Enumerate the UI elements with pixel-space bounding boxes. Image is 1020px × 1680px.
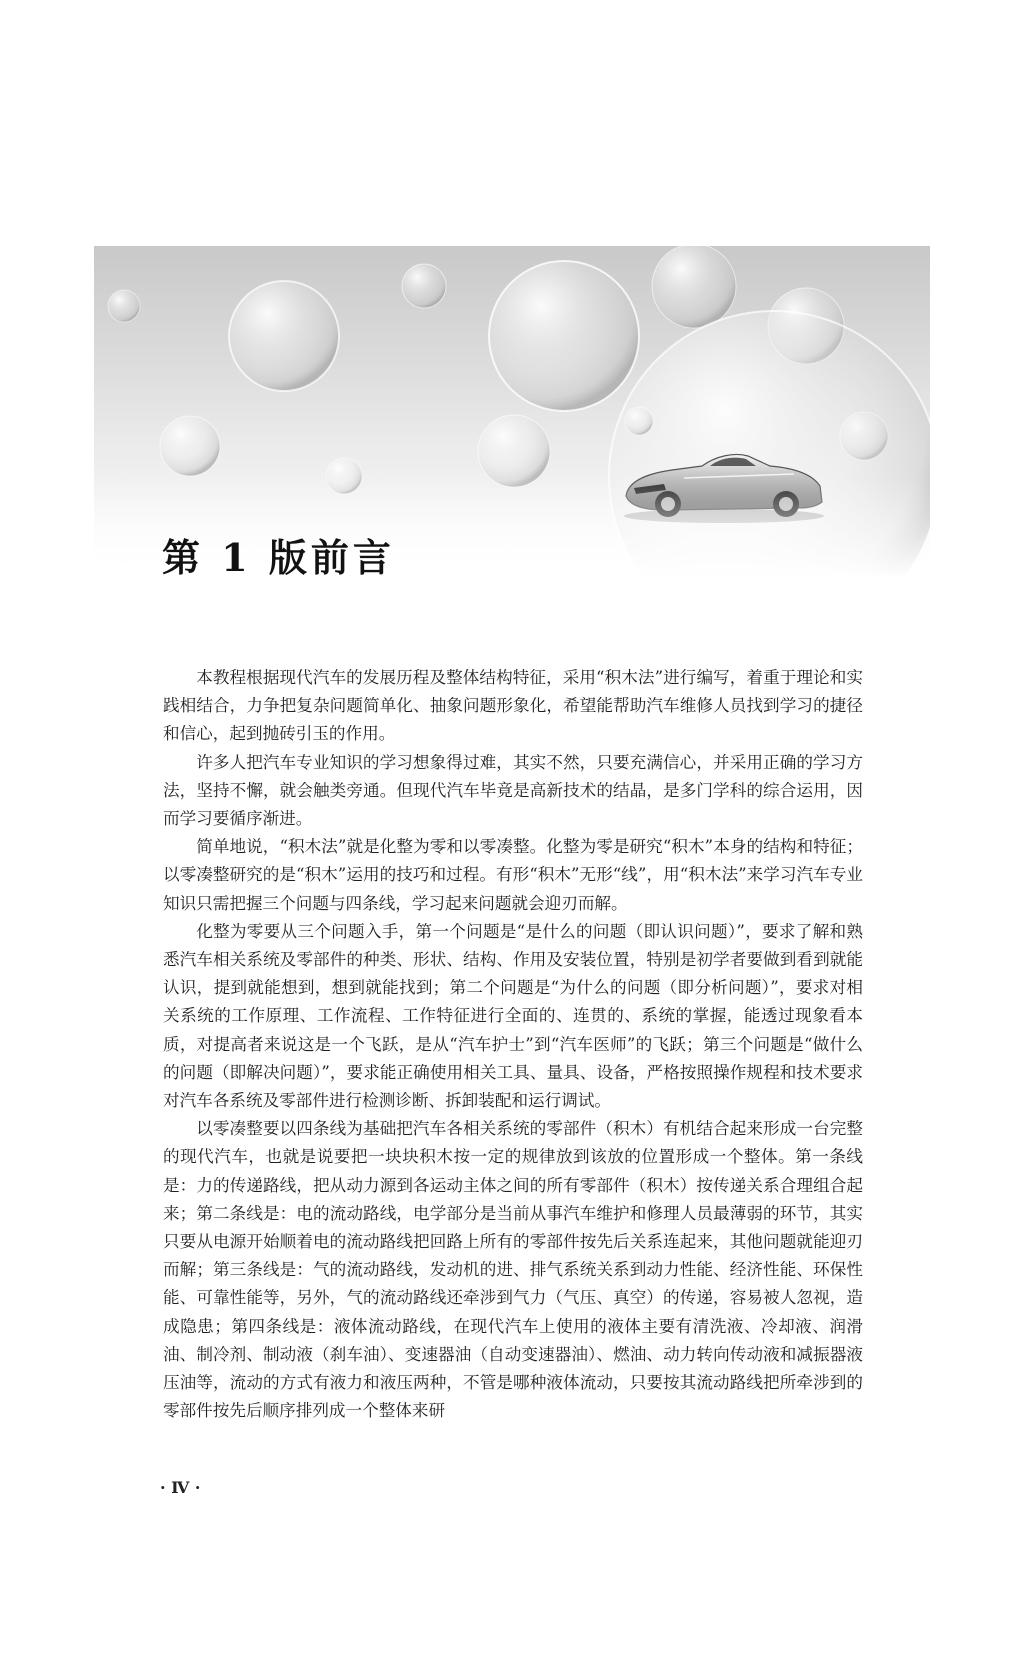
paragraph: 本教程根据现代汽车的发展历程及整体结构特征，采用“积木法”进行编写，着重于理论和实践相结合，力争把复杂问题简单化、抽象问题形象化，希望能帮助汽车维修人员找到学习的捷径和信心，起到抛砖引玉的作用。 bbox=[163, 668, 863, 744]
paragraph: 化整为零要从三个问题入手，第一个问题是“是什么的问题（即认识问题）”，要求了解和熟悉汽车相关系统及零部件的种类、形状、结构、作用及安装位置，特别是初学者要做到看到就能认识，提到就能想到，想到就能找到；第二个问题是“为什么的问题（即分析问题）”，要求对相关系统的工作原理、工作流程、工作特征进行全面的、连贯的、系统的掌握，能透过现象看本质，对提高者来说这是一个飞跃，是从“汽车护士”到“汽车医师”的飞跃；第三个问题是“做什么的问题（即解决问题）”，要求能正确使用相关工具、量具、设备，严格按照操作规程和技术要求对汽车各系统及零部件进行检测诊断、拆卸装配和运行调试。 bbox=[163, 921, 863, 1111]
page-number: · Ⅳ · bbox=[160, 1478, 201, 1497]
page-title: 第 1 版前言 bbox=[162, 535, 395, 580]
paragraph: 许多人把汽车专业知识的学习想象得过难，其实不然，只要充满信心，并采用正确的学习方法，坚持不懈，就会触类旁通。但现代汽车毕竟是高新技术的结晶，是多门学科的综合运用，因而学习要循序渐进。 bbox=[163, 752, 863, 829]
preface-body bbox=[163, 664, 863, 1425]
paragraph: 简单地说，“积木法”就是化整为零和以零凑整。化整为零是研究“积木”本身的结构和特征；以零凑整研究的是“积木”运用的技巧和过程。有形“积木”无形“线”，用“积木法”来学习汽车专业知识只需把握三个问题与四条线，学习起来问题就会迎刃而解。 bbox=[163, 837, 863, 913]
paragraph: 以零凑整要以四条线为基础把汽车各相关系统的零部件（积木）有机结合起来形成一台完整的现代汽车，也就是说要把一块块积木按一定的规律放到该放的位置形成一个整体。第一条线是：力的传递路线，把从动力源到各运动主体之间的所有零部件（积木）按传递关系合理组合起来；第二条线是：电的流动路线，电学部分是当前从事汽车维护和修理人员最薄弱的环节，其实只要从电源开始顺着电的流动路线把回路上所有的零部件按先后关系连起来，其他问题就能迎刃而解；第三条线是：气的流动路线，发动机的进、排气系统关系到动力性能、经济性能、环保性能、可靠性能等，另外，气的流动路线还牵涉到气力（气压、真空）的传递，容易被人忽视，造成隐患；第四条线是：液体流动路线，在现代汽车上使用的液体主要有清洗液、冷却液、润滑油、制冷剂、制动液（刹车油）、变速器油（自动变速器油）、燃油、动力转向传动液和减振器液压油等，流动的方式有液力和液压两种，不管是哪种液体流动，只要按其流动路线把所牵涉到的零部件按先后顺序排列成一个整体来研 bbox=[163, 1119, 863, 1421]
